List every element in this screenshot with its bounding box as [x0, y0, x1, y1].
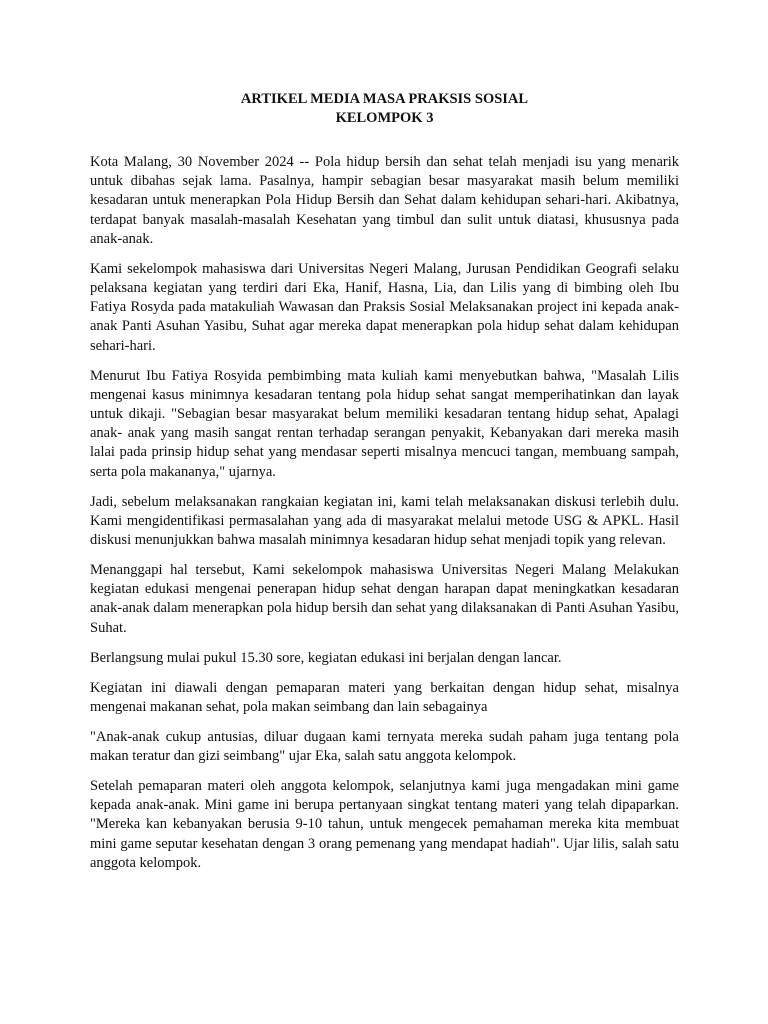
document-page — [90, 90, 679, 884]
paragraph-eka-quote: "Anak-anak cukup antusias, diluar dugaan kami ternyata mereka sudah paham juga tentang pola makan teratur dan gizi seimbang" ujar Eka, salah satu anggota kelompok. — [90, 728, 679, 765]
title-line-2: KELOMPOK 3 — [335, 110, 434, 126]
paragraph-response: Menanggapi hal tersebut, Kami sekelompok mahasiswa Universitas Negeri Malang Melakukan kegiatan edukasi mengenai penerapan hidup sehat dengan harapan dapat meningkatkan kesadaran anak-anak dalam menerapkan pola hidup bersih dan sehat yang dilaksanakan di Panti Asuhan Yasibu, Suhat. — [90, 562, 679, 636]
paragraph-time: Berlangsung mulai pukul 15.30 sore, kegiatan edukasi ini berjalan dengan lancar. — [90, 649, 562, 666]
paragraph-material: Kegiatan ini diawali dengan pemaparan materi yang berkaitan dengan hidup sehat, misalnya mengenai makanan sehat, pola makan seimbang dan lain sebagainya — [90, 679, 679, 715]
paragraph-discussion: Jadi, sebelum melaksanakan rangkaian kegiatan ini, kami telah melaksanakan diskusi terlebih dulu. Kami mengidentifikasi permasalahan yang ada di masyarakat melalui metode USG & APKL. Hasil diskusi menunjukkan bahwa masalah minimnya kesadaran hidup sehat menjadi topik yang relevan. — [90, 493, 679, 549]
paragraph-supervisor-quote: Menurut Ibu Fatiya Rosyida pembimbing mata kuliah kami menyebutkan bahwa, "Masalah Lilis mengenai kasus minimnya kesadaran tentang pola hidup sehat sangat memperihatinkan dan layak untuk dikaji. "Sebagian besar masyarakat belum memiliki kesadaran tentang hidup sehat, Apalagi anak- anak yang masih sangat rentan terhadap serangan penyakit, Kebanyakan dari mereka masih lalai pada prinsip hidup sehat yang mendasar seperti misalnya mencuci tangan, membuang sampah, serta pola makananya," ujarnya. — [90, 367, 679, 480]
document-title — [90, 90, 679, 128]
paragraph-mini-game: Setelah pemaparan materi oleh anggota kelompok, selanjutnya kami juga mengadakan mini game kepada anak-anak. Mini game ini berupa pertanyaan singkat tentang materi yang telah dipaparkan. "Mereka kan kebanyakan berusia 9-10 tahun, untuk mengecek pemahaman mereka kita membuat mini game seputar kesehatan dengan 3 orang pemenang yang mendapat hadiah". Ujar lilis, salah satu anggota kelompok. — [90, 778, 679, 871]
title-line-1: ARTIKEL MEDIA MASA PRAKSIS SOSIAL — [240, 91, 529, 107]
paragraph-team: Kami sekelompok mahasiswa dari Universitas Negeri Malang, Jurusan Pendidikan Geografi selaku pelaksana kegiatan yang terdiri dari Eka, Hanif, Hasna, Lia, dan Lilis yang di bimbing oleh Ibu Fatiya Rosyda pada matakuliah Wawasan dan Praksis Sosial Melaksanakan project ini kepada anak-anak Panti Asuhan Yasibu, Suhat agar mereka dapat menerapkan pola hidup sehat dalam kehidupan sehari-hari. — [90, 260, 679, 354]
paragraph-intro: Kota Malang, 30 November 2024 -- Pola hidup bersih dan sehat telah menjadi isu yang menarik untuk dibahas sejak lama. Pasalnya, hampir sebagian besar masyarakat masih belum memiliki kesadaran untuk menerapkan Pola Hidup Bersih dan Sehat dalam kehidupan sehari-hari. Akibatnya, terdapat banyak masalah-masalah Kesehatan yang timbul dan sulit untuk diatasi, khususnya pada anak-anak. — [90, 154, 679, 247]
